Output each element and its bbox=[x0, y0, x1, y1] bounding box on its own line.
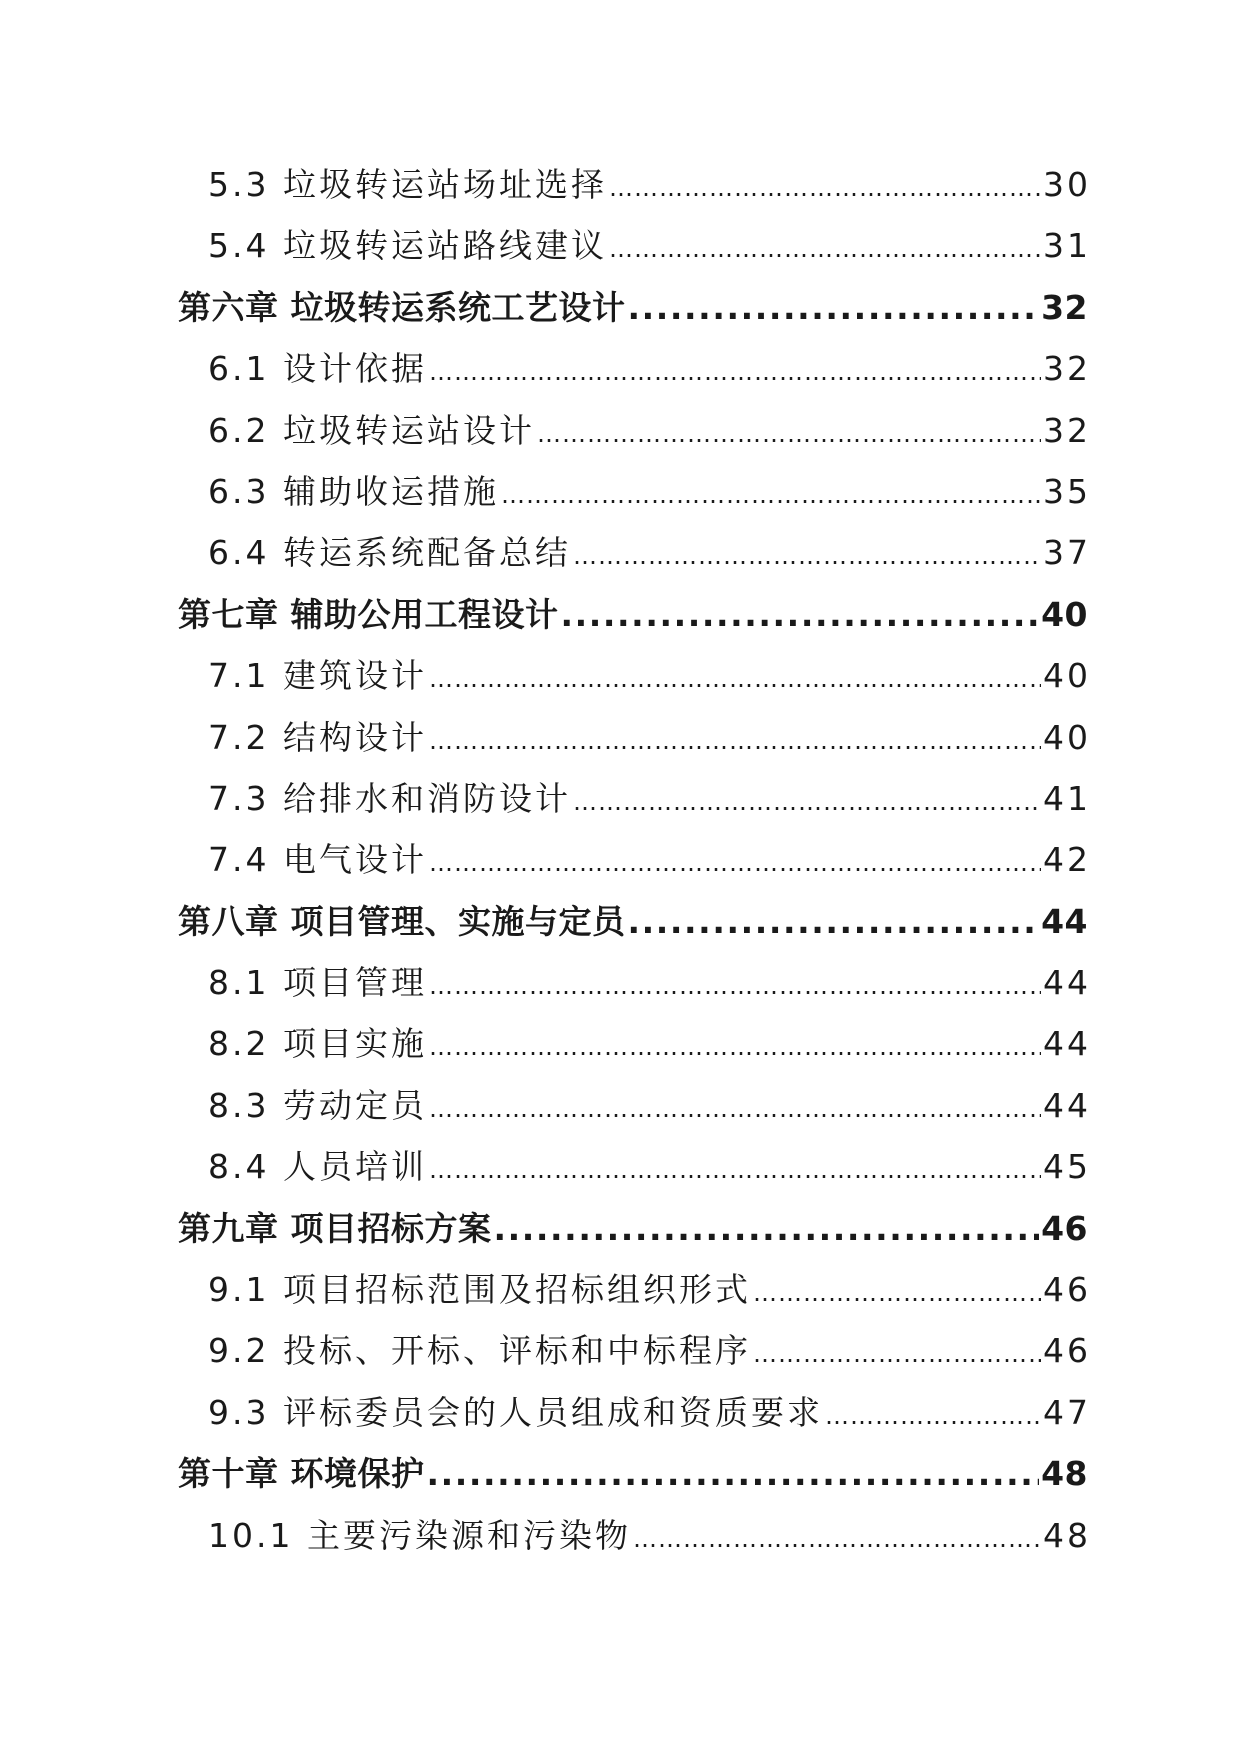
toc-page-number: 44 bbox=[1043, 1085, 1091, 1125]
toc-entry[interactable] bbox=[178, 952, 1091, 1013]
toc-dot-leader bbox=[633, 1505, 1041, 1570]
toc-chapter-entry[interactable] bbox=[178, 277, 1088, 338]
toc-entry-title: 6.1 设计依据 bbox=[208, 349, 427, 389]
toc-entry[interactable] bbox=[178, 768, 1091, 829]
toc-entry-title: 7.2 结构设计 bbox=[208, 717, 427, 757]
toc-entry[interactable] bbox=[178, 1136, 1091, 1197]
toc-page-number: 35 bbox=[1043, 471, 1091, 511]
toc-page-number: 48 bbox=[1043, 1515, 1091, 1555]
toc-dot-leader bbox=[429, 829, 1041, 894]
toc-page-number: 44 bbox=[1041, 901, 1088, 941]
toc-dot-leader bbox=[753, 1259, 1041, 1324]
toc-entry-title: 10.1 主要污染源和污染物 bbox=[208, 1515, 631, 1555]
toc-entry-title: 8.1 项目管理 bbox=[208, 963, 427, 1003]
toc-page-number: 46 bbox=[1041, 1208, 1088, 1248]
toc-dot-leader bbox=[494, 1198, 1040, 1259]
toc-dot-leader bbox=[429, 338, 1041, 403]
toc-chapter-entry[interactable] bbox=[178, 584, 1088, 645]
toc-entry-title: 5.3 垃圾转运站场址选择 bbox=[208, 165, 607, 204]
toc-dot-leader bbox=[429, 1075, 1041, 1140]
toc-entry[interactable] bbox=[178, 829, 1091, 890]
toc-entry[interactable] bbox=[178, 215, 1091, 276]
toc-page-number: 44 bbox=[1043, 963, 1091, 1003]
toc-entry[interactable] bbox=[178, 645, 1091, 706]
toc-entry-title: 7.3 给排水和消防设计 bbox=[208, 778, 571, 818]
toc-dot-leader bbox=[573, 522, 1041, 587]
toc-entry[interactable] bbox=[178, 154, 1091, 215]
toc-page-number: 37 bbox=[1043, 533, 1091, 573]
toc-page-number: 48 bbox=[1041, 1454, 1088, 1494]
toc-dot-leader bbox=[753, 1320, 1041, 1385]
toc-page-number: 42 bbox=[1043, 840, 1091, 880]
toc-entry-title: 7.4 电气设计 bbox=[208, 840, 427, 880]
toc-page-number: 45 bbox=[1043, 1147, 1091, 1187]
toc-dot-leader bbox=[825, 1382, 1041, 1447]
toc-entry-title: 6.2 垃圾转运站设计 bbox=[208, 410, 535, 450]
toc-chapter-title: 第八章 项目管理、实施与定员 bbox=[178, 901, 626, 941]
toc-entry[interactable] bbox=[178, 1259, 1091, 1320]
toc-dot-leader bbox=[429, 1013, 1041, 1078]
toc-entry[interactable] bbox=[178, 461, 1091, 522]
toc-dot-leader bbox=[609, 215, 1041, 280]
toc-dot-leader bbox=[429, 707, 1041, 772]
toc-entry-title: 9.2 投标、开标、评标和中标程序 bbox=[208, 1331, 751, 1371]
toc-dot-leader bbox=[429, 1136, 1041, 1201]
toc-entry-title: 7.1 建筑设计 bbox=[208, 656, 427, 696]
toc-page-number: 44 bbox=[1043, 1024, 1091, 1064]
toc-entry-title: 6.3 辅助收运措施 bbox=[208, 471, 499, 511]
toc-entry-title: 6.4 转运系统配备总结 bbox=[208, 533, 571, 573]
toc-dot-leader bbox=[427, 1443, 1040, 1504]
toc-chapter-entry[interactable] bbox=[178, 891, 1088, 952]
toc-dot-leader bbox=[429, 952, 1041, 1017]
toc-entry[interactable] bbox=[178, 400, 1091, 461]
toc-entry[interactable] bbox=[178, 707, 1091, 768]
table-of-contents bbox=[178, 154, 1091, 1566]
toc-dot-leader bbox=[609, 154, 1041, 219]
toc-dot-leader bbox=[561, 584, 1040, 645]
toc-page-number: 32 bbox=[1043, 349, 1091, 389]
toc-page-number: 46 bbox=[1043, 1331, 1091, 1371]
toc-entry[interactable] bbox=[178, 1013, 1091, 1074]
toc-page-number: 46 bbox=[1043, 1270, 1091, 1310]
toc-dot-leader bbox=[537, 400, 1041, 465]
toc-dot-leader bbox=[429, 645, 1041, 710]
toc-entry[interactable] bbox=[178, 1382, 1091, 1443]
toc-page-number: 40 bbox=[1043, 717, 1091, 757]
toc-entry-title: 8.2 项目实施 bbox=[208, 1024, 427, 1064]
toc-entry-title: 8.4 人员培训 bbox=[208, 1147, 427, 1187]
toc-entry[interactable] bbox=[178, 1320, 1091, 1381]
toc-dot-leader bbox=[628, 277, 1040, 338]
toc-dot-leader bbox=[628, 891, 1040, 952]
toc-page-number: 31 bbox=[1043, 226, 1091, 266]
toc-chapter-title: 第九章 项目招标方案 bbox=[178, 1208, 492, 1248]
toc-page-number: 41 bbox=[1043, 778, 1091, 818]
toc-chapter-title: 第七章 辅助公用工程设计 bbox=[178, 594, 559, 634]
toc-entry-title: 9.1 项目招标范围及招标组织形式 bbox=[208, 1270, 751, 1310]
toc-entry[interactable] bbox=[178, 1075, 1091, 1136]
toc-entry-title: 9.3 评标委员会的人员组成和资质要求 bbox=[208, 1392, 823, 1432]
toc-entry[interactable] bbox=[178, 1505, 1091, 1566]
toc-chapter-entry[interactable] bbox=[178, 1198, 1088, 1259]
toc-chapter-title: 第十章 环境保护 bbox=[178, 1454, 425, 1494]
toc-dot-leader bbox=[501, 461, 1041, 526]
toc-entry-title: 8.3 劳动定员 bbox=[208, 1085, 427, 1125]
toc-dot-leader bbox=[573, 768, 1041, 833]
toc-page-number: 32 bbox=[1043, 410, 1091, 450]
toc-page-number: 47 bbox=[1043, 1392, 1091, 1432]
toc-entry[interactable] bbox=[178, 522, 1091, 583]
toc-chapter-entry[interactable] bbox=[178, 1443, 1088, 1504]
toc-page-number: 40 bbox=[1043, 656, 1091, 696]
toc-chapter-title: 第六章 垃圾转运系统工艺设计 bbox=[178, 287, 626, 327]
toc-page-number: 30 bbox=[1043, 165, 1091, 204]
toc-entry-title: 5.4 垃圾转运站路线建议 bbox=[208, 226, 607, 266]
toc-page-number: 40 bbox=[1041, 594, 1088, 634]
toc-entry[interactable] bbox=[178, 338, 1091, 399]
toc-page-number: 32 bbox=[1041, 287, 1088, 327]
